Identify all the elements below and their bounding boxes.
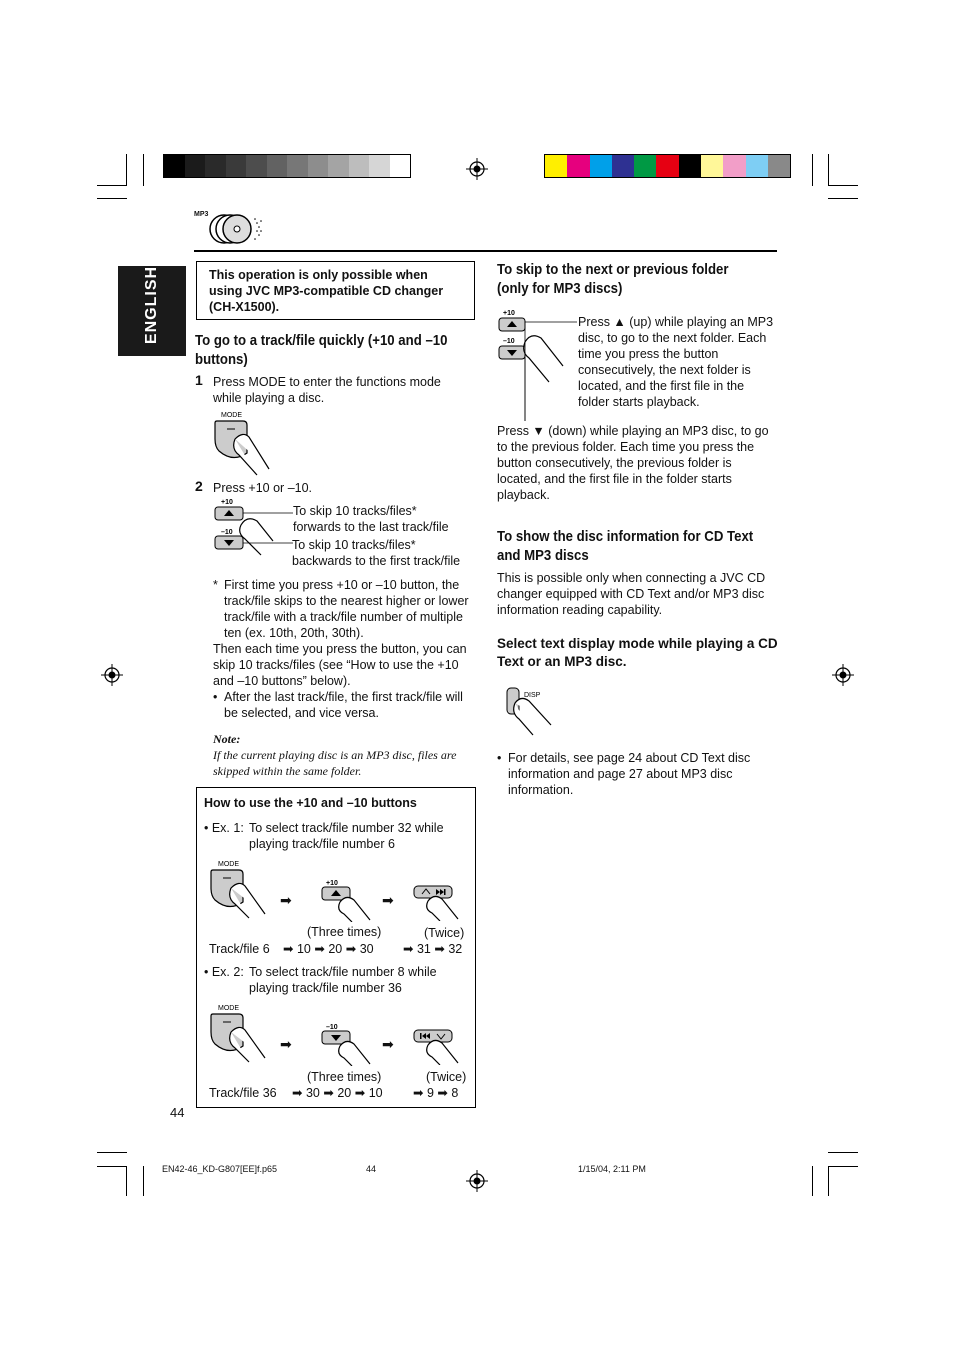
ex2-down-prev-button-icon (412, 1027, 464, 1065)
svg-text:+10: +10 (326, 880, 338, 887)
ex2-three-times: (Three times) (307, 1070, 382, 1084)
ex2-minus10-button-icon (320, 1022, 372, 1066)
mp3-disc-icon (208, 213, 264, 245)
swatch-8 (723, 155, 745, 177)
swatch-11 (390, 155, 411, 177)
swatch-7 (701, 155, 723, 177)
plus-minus-10-buttons-icon (213, 497, 293, 557)
disc-info-text: This is possible only when connecting a JVC CD changer equipped with CD Text and/or MP3 disc information reading capability. (497, 571, 766, 617)
note-label: Note: (213, 732, 241, 746)
mode-button-press-icon (213, 409, 275, 477)
registration-mark-icon (466, 1170, 488, 1192)
ex1-three-times: (Three times) (307, 925, 382, 939)
swatch-1 (185, 155, 206, 177)
swatch-7 (308, 155, 329, 177)
section-title-folder-skip: To skip to the next or previous folder (only for MP3 discs) (497, 261, 729, 297)
arrow-icon: ➡ (413, 1086, 424, 1100)
svg-text:–10: –10 (326, 1024, 338, 1031)
swatch-10 (369, 155, 390, 177)
swatch-10 (768, 155, 790, 177)
minus10-label: –10 (221, 529, 233, 536)
details-text: For details, see page 24 about CD Text disc information and page 27 about MP3 disc information. (508, 751, 751, 797)
seq-value: 30 (359, 942, 374, 956)
folder-down-text: Press ▼ (down) while playing an MP3 disc, to go to the previous folder. Each time you press the button consecutively, the previous folder is located, and the first file in the folder starts playback. (497, 424, 769, 502)
swatch-6 (679, 155, 701, 177)
notice-box (196, 261, 475, 320)
seq-value: 20 (337, 1086, 352, 1100)
arrow-icon: ➡ (354, 1086, 366, 1100)
ex2-text: To select track/file number 8 while playing track/file number 36 (249, 965, 437, 995)
mode-label: MODE (221, 412, 242, 419)
ex1-plus10-button-icon (320, 878, 372, 922)
arrow-icon: ➡ (323, 1086, 334, 1100)
footnote-first-press: First time you press +10 or –10 button, the track/file skips to the nearest higher or lower track/file with a track/file number of multiple ten (ex. 10th, 20th, 30th). (224, 578, 469, 640)
ex2-label: • Ex. 2: (204, 965, 244, 979)
footer-file-page: 44 (366, 1164, 377, 1174)
footer-timestamp: 1/15/04, 2:11 PM (578, 1164, 646, 1174)
disp-button-press-icon (505, 685, 565, 737)
footnote-bullet: • (213, 690, 218, 704)
seq-value: 30 (305, 1086, 320, 1100)
arrow-icon: ➡ (345, 942, 357, 956)
swatch-5 (656, 155, 678, 177)
swatch-6 (287, 155, 308, 177)
svg-text:+10: +10 (503, 310, 515, 317)
swatch-1 (567, 155, 589, 177)
swatch-2 (205, 155, 226, 177)
details-bullet: • (497, 751, 502, 765)
ex1-up-next-button-icon (412, 883, 464, 921)
registration-mark-icon (466, 158, 488, 180)
arrow-icon: ➡ (314, 942, 325, 956)
page-number: 44 (170, 1105, 185, 1120)
ex1-start-track: Track/file 6 (209, 942, 270, 956)
step-1-number: 1 (195, 372, 203, 388)
svg-text:MODE: MODE (218, 861, 239, 868)
mp3-badge: MP3 (194, 211, 209, 218)
callout-backward-text: To skip 10 tracks/files* backwards to the first track/file (292, 538, 461, 568)
ex2-mode-button-icon (209, 1002, 271, 1064)
swatch-5 (267, 155, 288, 177)
svg-text:MODE: MODE (218, 1005, 239, 1012)
footnote-each-press: Then each time you press the button, you can skip 10 tracks/files (see “How to use the +10 and –10 buttons” below). (213, 642, 467, 688)
ex2-sequence (292, 1085, 383, 1101)
registration-mark-icon (832, 664, 854, 686)
howto-title: How to use the +10 and –10 buttons (204, 796, 417, 810)
arrow-icon: ➡ (403, 942, 414, 956)
swatch-8 (328, 155, 349, 177)
ex1-twice: (Twice) (424, 926, 465, 940)
disp-label: DISP (524, 692, 541, 699)
arrow-icon: ➡ (437, 1086, 448, 1100)
step-2-number: 2 (195, 478, 203, 494)
seq-value: 32 (448, 942, 463, 956)
ex1-text: To select track/file number 32 while playing track/file number 6 (249, 821, 444, 851)
gray-calibration-bar (163, 154, 411, 178)
section-title-track-skip: To go to a track/file quickly (+10 and –10 buttons) (195, 332, 448, 368)
plus10-label: +10 (221, 499, 233, 506)
seq-value: 20 (328, 942, 343, 956)
folder-up-text: Press ▲ (up) while playing an MP3 disc, to go to the next folder. Each time you press the button consecutively, the next folder is located, and the first file in the folder starts playback. (578, 315, 774, 409)
swatch-3 (226, 155, 247, 177)
swatch-2 (590, 155, 612, 177)
seq-value: 31 (416, 942, 431, 956)
seq-value: 9 (426, 1086, 434, 1100)
ex2-start-track: Track/file 36 (209, 1086, 277, 1100)
arrow-icon: ➡ (280, 892, 292, 908)
ex1-mode-button-icon (209, 858, 271, 920)
step-2-text: Press +10 or –10. (213, 481, 313, 495)
footnote-star: * (213, 578, 218, 592)
ex1-sequence (283, 941, 374, 957)
swatch-0 (545, 155, 567, 177)
footnote-wrap-around: After the last track/file, the first track/file will be selected, and vice versa. (224, 690, 463, 720)
footer-file-name: EN42-46_KD-G807[EE]f.p65 (162, 1164, 278, 1174)
language-tab-label: ENGLISH (143, 265, 160, 345)
language-tab (118, 266, 186, 356)
swatch-3 (612, 155, 634, 177)
svg-text:–10: –10 (503, 338, 515, 345)
ex2-sequence-b (413, 1085, 458, 1101)
swatch-4 (246, 155, 267, 177)
seq-value: 10 (368, 1086, 383, 1100)
folder-up-down-buttons-icon (497, 306, 577, 421)
swatch-0 (164, 155, 185, 177)
swatch-9 (349, 155, 370, 177)
arrow-icon: ➡ (434, 942, 445, 956)
seq-value: 8 (451, 1086, 459, 1100)
swatch-4 (634, 155, 656, 177)
arrow-icon: ➡ (280, 1036, 292, 1052)
swatch-9 (746, 155, 768, 177)
ex1-sequence-b (403, 941, 462, 957)
ex1-label: • Ex. 1: (204, 821, 244, 835)
note-text: If the current playing disc is an MP3 disc, files are skipped within the same folder. (213, 748, 457, 778)
section-title-disc-info: To show the disc information for CD Text and MP3 discs (497, 528, 754, 564)
callout-forward-text: To skip 10 tracks/files* forwards to the last track/file (293, 504, 449, 534)
arrow-icon: ➡ (283, 942, 294, 956)
seq-value: 10 (296, 942, 311, 956)
arrow-icon: ➡ (382, 1036, 394, 1052)
step-1-text: Press MODE to enter the functions mode while playing a disc. (213, 375, 441, 405)
ex2-twice: (Twice) (426, 1070, 467, 1084)
notice-text: This operation is only possible when using JVC MP3-compatible CD changer (CH-X1500). (209, 268, 444, 314)
arrow-icon: ➡ (292, 1086, 303, 1100)
color-calibration-bar (544, 154, 791, 178)
select-display-mode-text: Select text display mode while playing a CD Text or an MP3 disc. (497, 636, 778, 669)
arrow-icon: ➡ (382, 892, 394, 908)
header-rule (194, 250, 777, 252)
registration-mark-icon (101, 664, 123, 686)
